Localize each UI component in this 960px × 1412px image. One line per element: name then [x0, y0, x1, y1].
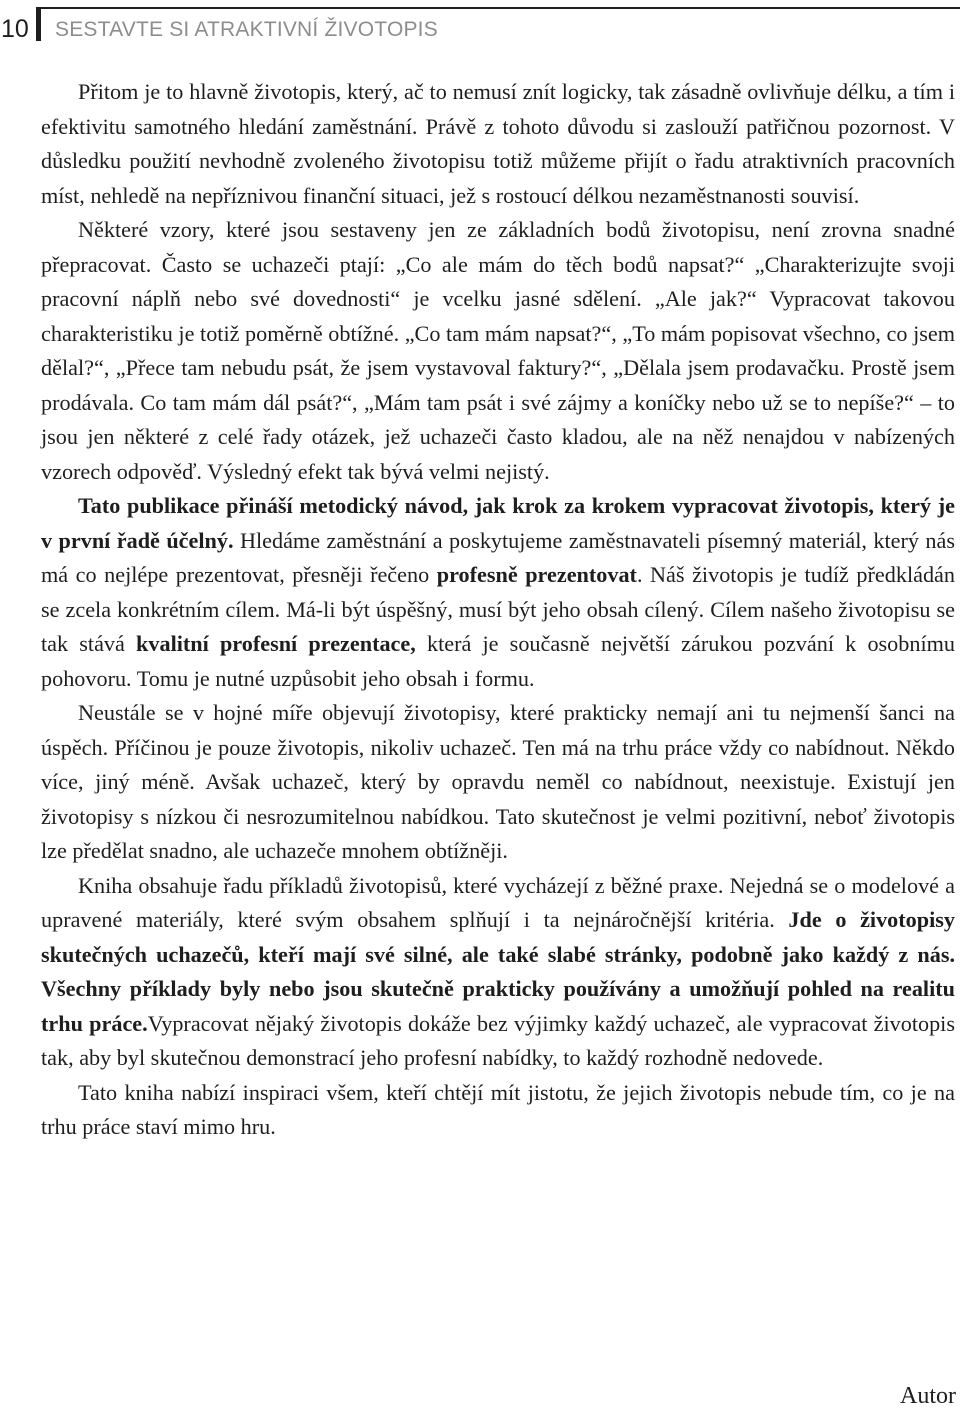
text-run: Kniha obsahuje řadu příkladů životopisů, které vycházejí z běžné praxe. Nejedná se o modelové a upravené materiály, které svým obsahem splňují i ta nejnáročnější kritéria. [41, 872, 955, 932]
text-run: Neustále se v hojné míře objevují životopisy, které prakticky nemají ani tu nejmenší šanci na úspěch. Příčinou je pouze životopis, nikoliv uchazeč. Ten má na trhu práce vždy co nabídnout. Někdo více, jiný méně. Avšak uchazeč, který by opravdu neměl co nabídnout, neexistuje. Existují jen životopisy s nízkou či nesrozumitelnou nabídkou. Tato skutečnost je velmi pozitivní, neboť životopis lze předělat snadno, ale uchazeče mnohem obtížněji. [41, 700, 955, 863]
text-run: Vypracovat nějaký životopis dokáže bez výjimky každý uchazeč, ale vypracovat životopis tak, aby byl skutečnou demonstrací jeho profesní nabídky, to každý rozhodně nedovede. [41, 1010, 955, 1070]
text-run: Přitom je to hlavně životopis, který, ač to nemusí znít logicky, tak zásadně ovlivňuje délku, a tím i efektivitu samotného hledání zaměstnání. Právě z tohoto důvodu si zaslouží patřičnou pozornost. V důsledku použití nevhodně zvoleného životopisu totiž můžeme přijít o řadu atraktivních pracovních míst, nehledě na nepříznivou finanční situaci, jež s rostoucí délkou nezaměstnanosti souvisí. [41, 79, 955, 208]
bold-text-run: kvalitní profesní prezentace, [136, 631, 416, 656]
paragraph [41, 489, 955, 696]
page-header [0, 0, 960, 60]
paragraph [41, 869, 955, 1076]
body-text [41, 75, 955, 1145]
author-signature: Autor [900, 1383, 956, 1409]
header-vertical-rule [36, 7, 41, 41]
text-run: Hledáme zaměstnání a poskytujeme zaměstnavateli písemný materiál, který nás má co nejlépe prezentovat, přesněji řečeno [41, 527, 955, 587]
text-run: Tato kniha nabízí inspiraci všem, kteří chtějí mít jistotu, že jejich životopis nebude tím, co je na trhu práce staví mimo hru. [41, 1079, 955, 1139]
bold-text-run: profesně prezentovat [436, 562, 637, 587]
paragraph [41, 1076, 955, 1145]
bold-text-run: Tato publikace přináší metodický návod, jak krok za krokem vypracovat životopis, který je v první řadě účelný. [41, 493, 955, 553]
text-run: která je současně největší zárukou pozvání k osobnímu pohovoru. Tomu je nutné uzpůsobit jeho obsah i formu. [41, 631, 955, 691]
page-number: 10 [1, 15, 29, 43]
text-run: . Náš životopis je tudíž předkládán se zcela konkrétním cílem. Má-li být úspěšný, musí být jeho obsah cílený. Cílem našeho životopisu se tak stává [41, 562, 955, 656]
paragraph [41, 213, 955, 489]
paragraph [41, 696, 955, 869]
bold-text-run: Jde o životopisy skutečných uchazečů, kteří mají své silné, ale také slabé stránky, podobně jako každý z nás. Všechny příklady byly nebo jsou skutečně prakticky používány a umožňují pohled na realitu trhu práce. [41, 907, 955, 1036]
header-horizontal-rule [41, 7, 960, 9]
running-head: SESTAVTE SI ATRAKTIVNÍ ŽIVOTOPIS [55, 18, 438, 41]
paragraph [41, 75, 955, 213]
text-run: Některé vzory, které jsou sestaveny jen ze základních bodů životopisu, není zrovna snadné přepracovat. Často se uchazeči ptají: „Co ale mám do těch bodů napsat?“ „Charakterizujte svoji pracovní náplň nebo své dovednosti“ je vcelku jasné sdělení. „Ale jak?“ Vypracovat takovou charakteristiku je totiž poměrně obtížné. „Co tam mám napsat?“, „To mám popisovat všechno, co jsem dělal?“, „Přece tam nebudu psát, že jsem vystavoval faktury?“, „Dělala jsem prodavačku. Prostě jsem prodávala. Co tam mám dál psát?“, „Mám tam psát i své zájmy a koníčky nebo už se to nepíše?“ – to jsou jen některé z celé řady otázek, jež uchazeči často kladou, ale na něž nenajdou v nabízených vzorech odpověď. Výsledný efekt tak bývá velmi nejistý. [41, 217, 955, 484]
